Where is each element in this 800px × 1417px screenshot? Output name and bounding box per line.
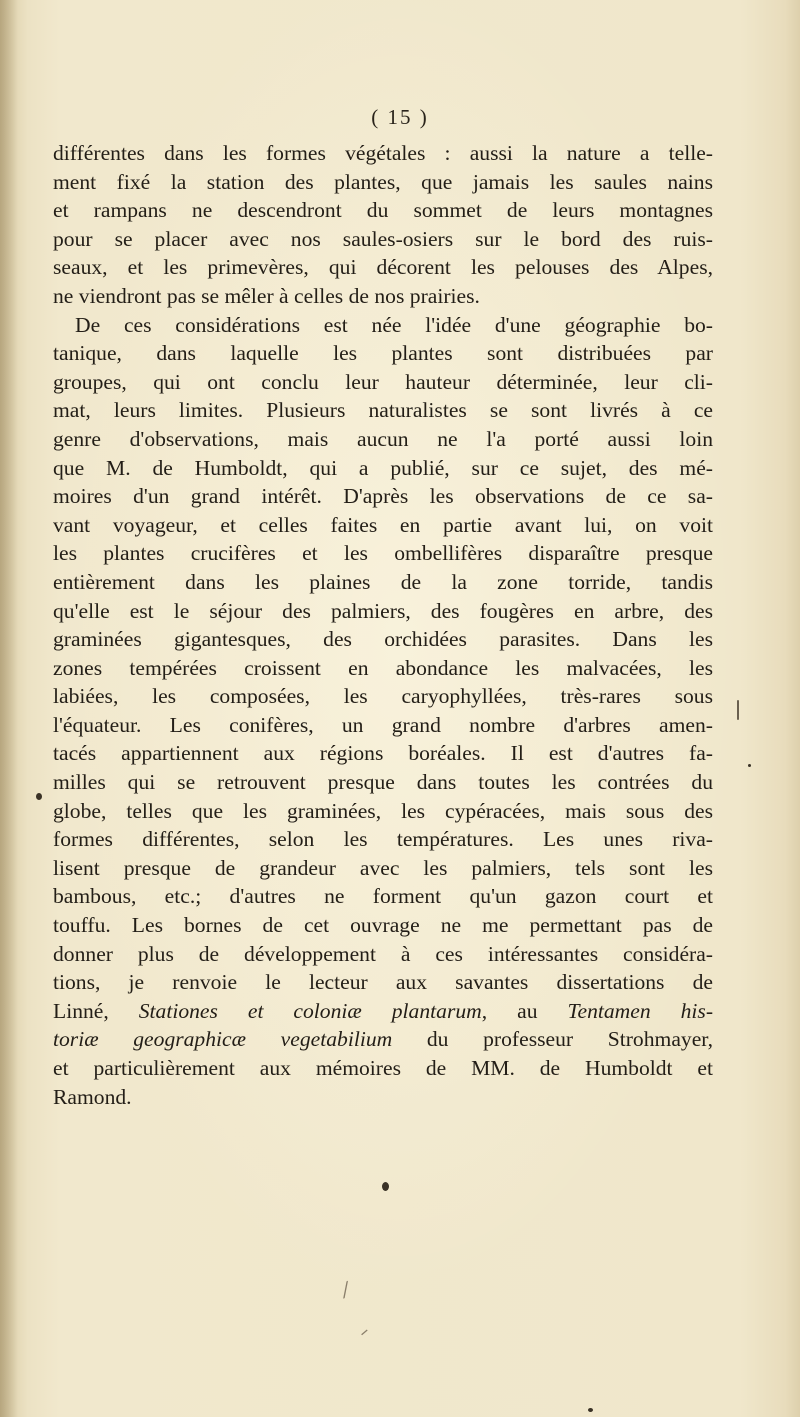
italic-title: toriæ geographicæ vegetabilium [53, 1027, 393, 1052]
ink-speck [748, 764, 751, 767]
text-line: groupes, qui ont conclu leur hauteur déterminée, leur cli- [53, 369, 713, 394]
text-line: les plantes crucifères et les ombellifères disparaître presque [53, 541, 713, 566]
page-number: ( 15 ) [371, 105, 429, 129]
italic-title: Tentamen his- [567, 998, 714, 1023]
text-line: l'équateur. Les conifères, un grand nombre d'arbres amen- [53, 712, 713, 737]
text-fragment: , au [481, 998, 568, 1023]
body-text [53, 139, 713, 1111]
text-line: De ces considérations est née l'idée d'une géographie bo- [75, 312, 713, 337]
text-line: et particulièrement aux mémoires de MM. de Humboldt et [53, 1056, 713, 1080]
text-line: pour se placer avec nos saules-osiers sur le bord des ruis- [53, 226, 713, 251]
text-line: globe, telles que les graminées, les cypéracées, mais sous des [53, 798, 713, 823]
text-line: tions, je renvoie le lecteur aux savantes dissertations de [53, 970, 713, 995]
text-line: entièrement dans les plaines de la zone torride, tandis [53, 569, 713, 594]
text-line-with-title [53, 1025, 713, 1054]
text-line: ment fixé la station des plantes, que jamais les saules nains [53, 169, 713, 194]
text-line: zones tempérées croissent en abondance les malvacées, les [53, 655, 713, 680]
text-line: que M. de Humboldt, qui a publié, sur ce sujet, des mé- [53, 455, 713, 480]
ink-speck [36, 793, 42, 800]
text-line: tacés appartiennent aux régions boréales. Il est d'autres fa- [53, 741, 713, 766]
text-line: et rampans ne descendront du sommet de leurs montagnes [53, 198, 713, 223]
ink-speck [588, 1408, 593, 1412]
text-line: ne viendront pas se mêler à celles de nos prairies. [53, 283, 480, 308]
text-line: graminées gigantesques, des orchidées parasites. Dans les [53, 627, 713, 652]
binding-shadow [0, 0, 18, 1417]
text-fragment: du professeur Strohmayer, [392, 1027, 714, 1052]
text-line: mat, leurs limites. Plusieurs naturalistes se sont livrés à ce [53, 398, 713, 423]
text-line: genre d'observations, mais aucun ne l'a porté aussi loin [53, 426, 713, 451]
text-fragment: Linné, [53, 998, 139, 1023]
text-line: moires d'un grand intérêt. D'après les observations de ce sa- [53, 484, 713, 509]
text-line: différentes dans les formes végétales : aussi la nature a telle- [53, 141, 713, 165]
text-line: Ramond. [53, 1084, 132, 1109]
ink-speck [382, 1182, 389, 1191]
ink-speck [737, 700, 739, 720]
text-line: labiées, les composées, les caryophyllées, très-rares sous [53, 684, 713, 709]
text-line: seaux, et les primevères, qui décorent les pelouses des Alpes, [53, 255, 713, 280]
text-line: qu'elle est le séjour des palmiers, des fougères en arbre, des [53, 598, 713, 623]
text-line: formes différentes, selon les températures. Les unes riva- [53, 827, 713, 852]
text-line: milles qui se retrouvent presque dans toutes les contrées du [53, 770, 713, 795]
pencil-mark: ᐟ [358, 1325, 370, 1348]
text-line: donner plus de développement à ces intéressantes considéra- [53, 941, 713, 966]
text-line: vant voyageur, et celles faites en partie avant lui, on voit [53, 512, 713, 537]
italic-title: Stationes et coloniæ plantarum [138, 998, 482, 1023]
text-line: tanique, dans laquelle les plantes sont distribuées par [53, 341, 713, 366]
text-line: bambous, etc.; d'autres ne forment qu'un gazon court et [53, 884, 713, 909]
text-line-with-title [53, 997, 713, 1026]
text-line: touffu. Les bornes de cet ouvrage ne me permettant pas de [53, 913, 713, 938]
pencil-mark: ⁄ [339, 1278, 352, 1302]
text-line: lisent presque de grandeur avec les palmiers, tels sont les [53, 855, 713, 880]
